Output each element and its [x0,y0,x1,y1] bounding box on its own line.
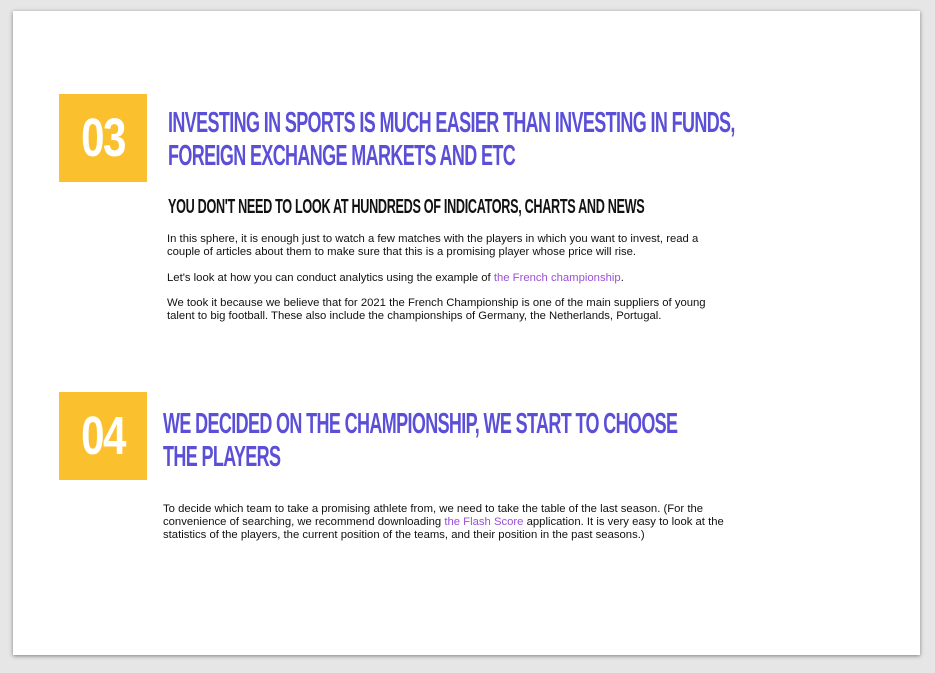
flash-score-link[interactable]: the Flash Score [444,516,524,528]
section-subtitle-text: YOU DON'T NEED TO LOOK AT HUNDREDS OF INDICATORS, CHARTS AND NEWS [168,196,645,218]
section-number: 04 [81,406,125,466]
section-subtitle [168,195,922,219]
section-number-badge [59,94,147,182]
paragraph [167,297,727,323]
section-title-line-2: THE PLAYERS [163,441,281,473]
french-championship-link[interactable]: the French championship [493,272,621,284]
section-title [163,408,935,474]
paragraph-text: To decide which team to take a promising athlete from, we need to take the table of the last season. (For the convenience of searching, we recommend downloading [163,503,704,528]
paragraph [163,503,753,542]
paragraph-text: We took it because we believe that for 2021 the French Championship is one of the main suppliers of young talent to big football. These also include the championships of Germany, the Netherlands, Portugal. [167,297,706,322]
section-number-badge [59,392,147,480]
paragraph-text: application. It is very easy to look at the statistics of the players, the current position of the teams, and their position in the past seasons.) [163,516,724,541]
section-title-line-2: FOREIGN EXCHANGE MARKETS AND ETC [168,140,516,172]
section-number: 03 [81,108,125,168]
document-page [13,11,920,655]
paragraph-text: . [620,272,624,284]
section-title-line-1: INVESTING IN SPORTS IS MUCH EASIER THAN INVESTING IN FUNDS, [168,107,735,139]
paragraph [167,272,727,285]
paragraph-text: Let's look at how you can conduct analytics using the example of [167,272,494,284]
paragraph-text: In this sphere, it is enough just to watch a few matches with the players in which you want to invest, read a couple of articles about them to make sure that this is a promising player whose price will rise. [167,233,699,258]
section-title [168,107,935,173]
section-title-line-1: WE DECIDED ON THE CHAMPIONSHIP, WE START TO CHOOSE [163,408,678,440]
paragraph [167,233,727,259]
